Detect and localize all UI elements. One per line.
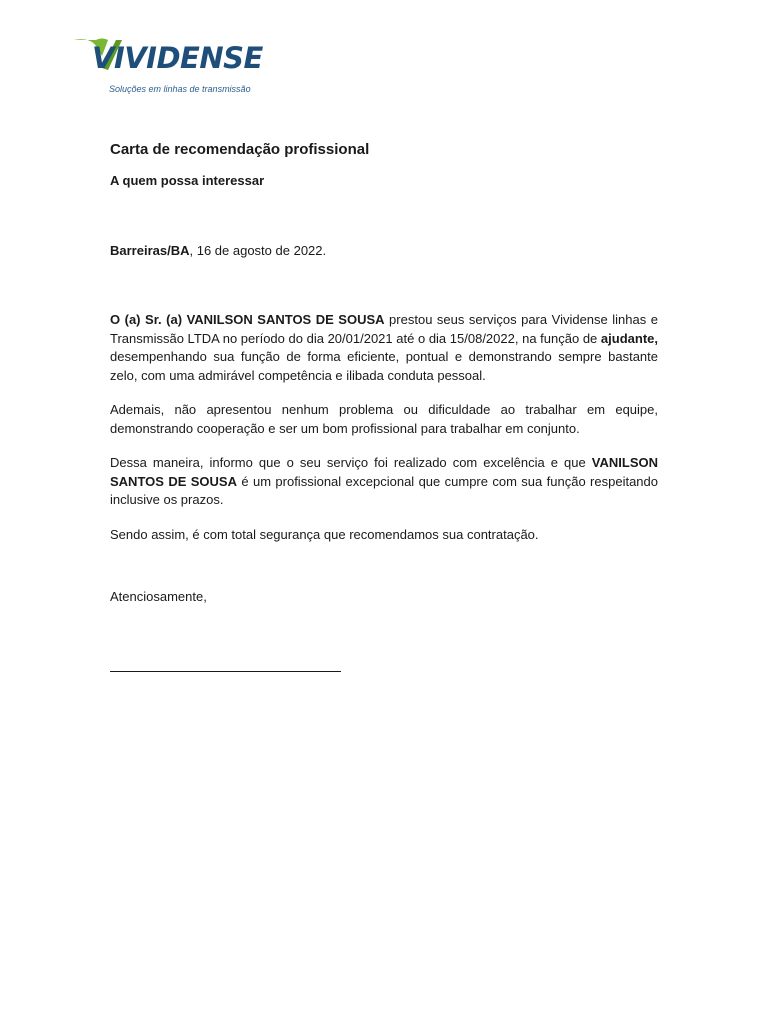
paragraph-2: Ademais, não apresentou nenhum problema ou dificuldade ao trabalhar em equipe, demonstrando cooperação e ser um bom profissional para trabalhar em conjunto. bbox=[110, 402, 658, 436]
paragraph-4: Sendo assim, é com total segurança que recomendamos sua contratação. bbox=[110, 526, 539, 542]
signature-line bbox=[110, 671, 341, 672]
logo-tagline: Soluções em linhas de transmissão bbox=[109, 84, 251, 94]
employee-title-name: O (a) Sr. (a) VANILSON SANTOS DE SOUSA bbox=[110, 312, 385, 327]
employee-name: VANILSON SANTOS DE SOUSA bbox=[110, 455, 658, 489]
paragraph-1-end: desempenhando sua função de forma eficiente, pontual e demonstrando sempre bastante zelo, com uma admirável competência e ilibada conduta pessoal. bbox=[110, 349, 658, 383]
letter-body bbox=[110, 140, 658, 607]
company-logo bbox=[72, 34, 272, 100]
letter-salutation: A quem possa interessar bbox=[110, 173, 265, 188]
paragraph-3-start: Dessa maneira, informo que o seu serviço foi realizado com excelência e que bbox=[110, 455, 592, 470]
date-text: , 16 de agosto de 2022. bbox=[189, 242, 327, 258]
letter-date bbox=[110, 242, 658, 261]
letter-closing: Atenciosamente, bbox=[110, 589, 207, 604]
date-city: Barreiras/BA bbox=[110, 242, 190, 258]
logo-wordmark: VIVIDENSE bbox=[92, 41, 263, 75]
employee-role: ajudante, bbox=[600, 330, 658, 346]
paragraph-3-end: é um profissional excepcional que cumpre com sua função respeitando inclusive os prazos. bbox=[110, 473, 658, 507]
paragraph-1-middle: prestou seus serviços para Vividense linhas e Transmissão LTDA no período do dia 20/01/2021 até o dia 15/08/2022, na função de bbox=[110, 312, 658, 346]
paragraph-3 bbox=[110, 454, 658, 510]
letter-title: Carta de recomendação profissional bbox=[110, 141, 370, 158]
paragraph-1 bbox=[110, 311, 658, 385]
